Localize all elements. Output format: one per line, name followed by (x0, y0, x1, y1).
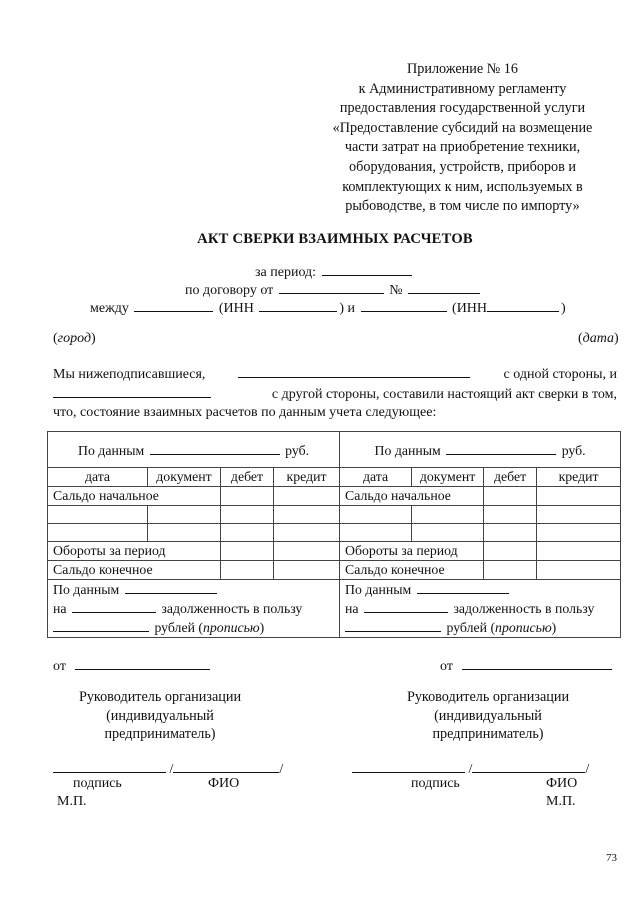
period-row (255, 262, 414, 281)
note-date-field[interactable] (72, 599, 156, 613)
party2-header-field[interactable] (446, 441, 556, 455)
col-credit: кредит (274, 468, 340, 487)
intro-part1: Мы нижеподписавшиеся, (53, 367, 206, 382)
table-cell[interactable] (274, 506, 340, 524)
table-cell[interactable] (340, 524, 412, 542)
contract-label: по договору от (185, 283, 274, 298)
note-debt: задолженность в пользу (161, 601, 303, 616)
note-in-words: прописью (495, 620, 552, 635)
table-cell[interactable] (48, 524, 148, 542)
col-credit: кредит (537, 468, 621, 487)
annex-header (300, 60, 625, 217)
annex-line: предоставления государственной услуги (339, 100, 586, 117)
party1-debt-note (48, 580, 340, 638)
full-name-field[interactable] (472, 759, 585, 773)
party2-header (340, 432, 621, 468)
annex-line: части затрат на приобретение техники, (344, 139, 581, 156)
table-row (48, 524, 621, 542)
party2-name-field[interactable] (53, 384, 211, 398)
sign-label: подпись (411, 776, 460, 791)
note-party-field[interactable] (417, 580, 509, 594)
contract-date-field[interactable] (279, 280, 384, 294)
intro-part2: с одной стороны, и (503, 367, 617, 382)
name-label: ФИО (546, 776, 578, 791)
intro-paragraph (53, 364, 617, 422)
note-close: ) (551, 620, 557, 635)
note-on: на (345, 601, 359, 616)
opening-balance-label: Сальдо начальное (48, 487, 221, 506)
table-cell[interactable] (537, 561, 621, 580)
signature-block-right (373, 688, 603, 744)
note-by-data: По данным (53, 582, 120, 597)
table-cell[interactable] (537, 506, 621, 524)
closing-balance-label: Сальдо конечное (48, 561, 221, 580)
note-date-field[interactable] (364, 599, 448, 613)
seal-label: М.П. (546, 794, 576, 809)
table-cell[interactable] (274, 561, 340, 580)
signature-field[interactable] (53, 759, 166, 773)
table-cell[interactable] (221, 542, 274, 561)
closing-balance-label: Сальдо конечное (340, 561, 484, 580)
from-row-left (53, 656, 212, 675)
col-debit: дебет (221, 468, 274, 487)
table-cell[interactable] (221, 561, 274, 580)
party1-header-field[interactable] (150, 441, 280, 455)
head-line1: Руководитель организации (406, 689, 570, 705)
table-cell[interactable] (537, 542, 621, 561)
full-name-field[interactable] (173, 759, 279, 773)
table-cell[interactable] (48, 506, 148, 524)
turnover-row (48, 542, 621, 561)
city-label: город (57, 331, 92, 346)
col-document: документ (412, 468, 484, 487)
number-label: № (389, 283, 403, 298)
table-cell[interactable] (537, 524, 621, 542)
signature-line-left: / / (53, 759, 283, 778)
table-cell[interactable] (221, 524, 274, 542)
period-field[interactable] (322, 262, 412, 276)
opening-balance-label: Сальдо начальное (340, 487, 484, 506)
annex-line: к Административному регламенту (358, 80, 567, 97)
intro-part4: что, состояние взаимных расчетов по данным учета следующее: (53, 405, 437, 420)
debt-note-row (48, 580, 621, 638)
party2-debt-note (340, 580, 621, 638)
inn2-field[interactable] (487, 298, 559, 312)
table-cell[interactable] (484, 487, 537, 506)
turnover-label: Обороты за период (48, 542, 221, 561)
note-in-words: прописью (203, 620, 260, 635)
inn-close: ) (561, 301, 566, 316)
party1-field[interactable] (134, 298, 213, 312)
contract-row (185, 280, 482, 299)
table-cell[interactable] (484, 524, 537, 542)
annex-line: Приложение № 16 (407, 61, 518, 77)
table-row (48, 506, 621, 524)
inn-label: (ИНН (452, 301, 488, 316)
column-header-row (48, 468, 621, 487)
from-label: от (53, 659, 66, 674)
closing-balance-row (48, 561, 621, 580)
party1-header (48, 432, 340, 468)
table-cell[interactable] (484, 561, 537, 580)
rub-label: руб. (285, 442, 310, 458)
from-field-right[interactable] (462, 656, 612, 670)
table-cell[interactable] (274, 542, 340, 561)
note-amount-field[interactable] (345, 618, 441, 632)
signature-block-left (45, 688, 275, 744)
table-cell[interactable] (274, 487, 340, 506)
annex-line: комплектующих к ним, используемых в (342, 178, 583, 195)
note-on: на (53, 601, 67, 616)
col-debit: дебет (484, 468, 537, 487)
note-party-field[interactable] (125, 580, 217, 594)
note-rubles: рублей ( (154, 620, 203, 635)
table-cell[interactable] (221, 506, 274, 524)
inn-close-and: ) и (339, 301, 356, 316)
head-line3: предприниматель) (432, 726, 544, 742)
party2-field[interactable] (361, 298, 447, 312)
from-label: от (440, 659, 453, 674)
head-line1: Руководитель организации (78, 689, 242, 705)
note-amount-field[interactable] (53, 618, 149, 632)
inn-label: (ИНН (218, 301, 254, 316)
head-line2: (индивидуальный (434, 707, 542, 724)
note-rubles: рублей ( (446, 620, 496, 635)
document-title: АКТ СВЕРКИ ВЗАИМНЫХ РАСЧЕТОВ (197, 231, 473, 247)
period-label: за период: (255, 265, 317, 280)
by-data-label: По данным (78, 442, 145, 458)
head-line2: (индивидуальный (106, 707, 214, 724)
reconciliation-table (47, 431, 621, 638)
table-cell[interactable] (274, 524, 340, 542)
annex-line: оборудования, устройств, приборов и (349, 158, 576, 175)
rub-label: руб. (561, 442, 586, 458)
seal-label: М.П. (57, 794, 87, 809)
city-placeholder: (город) (53, 331, 96, 346)
sign-label: подпись (73, 776, 122, 791)
signature-line-right: / / (352, 759, 589, 778)
party1-name-field[interactable] (238, 364, 470, 378)
table-cell[interactable] (484, 542, 537, 561)
table-cell[interactable] (148, 506, 221, 524)
intro-part3: с другой стороны, составили настоящий акт сверки в том, (271, 387, 617, 402)
table-cell[interactable] (148, 524, 221, 542)
contract-number-field[interactable] (408, 280, 480, 294)
col-date: дата (48, 468, 148, 487)
inn1-field[interactable] (259, 298, 337, 312)
name-label: ФИО (208, 776, 240, 791)
from-field-left[interactable] (75, 656, 210, 670)
annex-line: рыбоводстве, в том числе по импорту» (345, 198, 580, 215)
table-cell[interactable] (412, 524, 484, 542)
page-number: 73 (606, 852, 617, 864)
table-cell[interactable] (340, 506, 412, 524)
table-header-row (48, 432, 621, 468)
head-line3: предприниматель) (104, 726, 216, 742)
table-cell[interactable] (537, 487, 621, 506)
by-data-label: По данным (374, 442, 441, 458)
table-cell[interactable] (412, 506, 484, 524)
from-row-right (440, 656, 614, 675)
date-placeholder: (дата) (578, 331, 619, 346)
col-document: документ (148, 468, 221, 487)
annex-line: «Предоставление субсидий на возмещение (332, 119, 593, 136)
signature-field[interactable] (352, 759, 465, 773)
table-cell[interactable] (484, 506, 537, 524)
date-label: дата (582, 331, 615, 346)
note-close: ) (259, 620, 265, 635)
table-cell[interactable] (221, 487, 274, 506)
parties-row (90, 298, 566, 317)
opening-balance-row (48, 487, 621, 506)
note-by-data: По данным (345, 582, 412, 597)
note-debt: задолженность в пользу (453, 601, 595, 616)
between-label: между (90, 301, 129, 316)
col-date: дата (340, 468, 412, 487)
turnover-label: Обороты за период (340, 542, 484, 561)
